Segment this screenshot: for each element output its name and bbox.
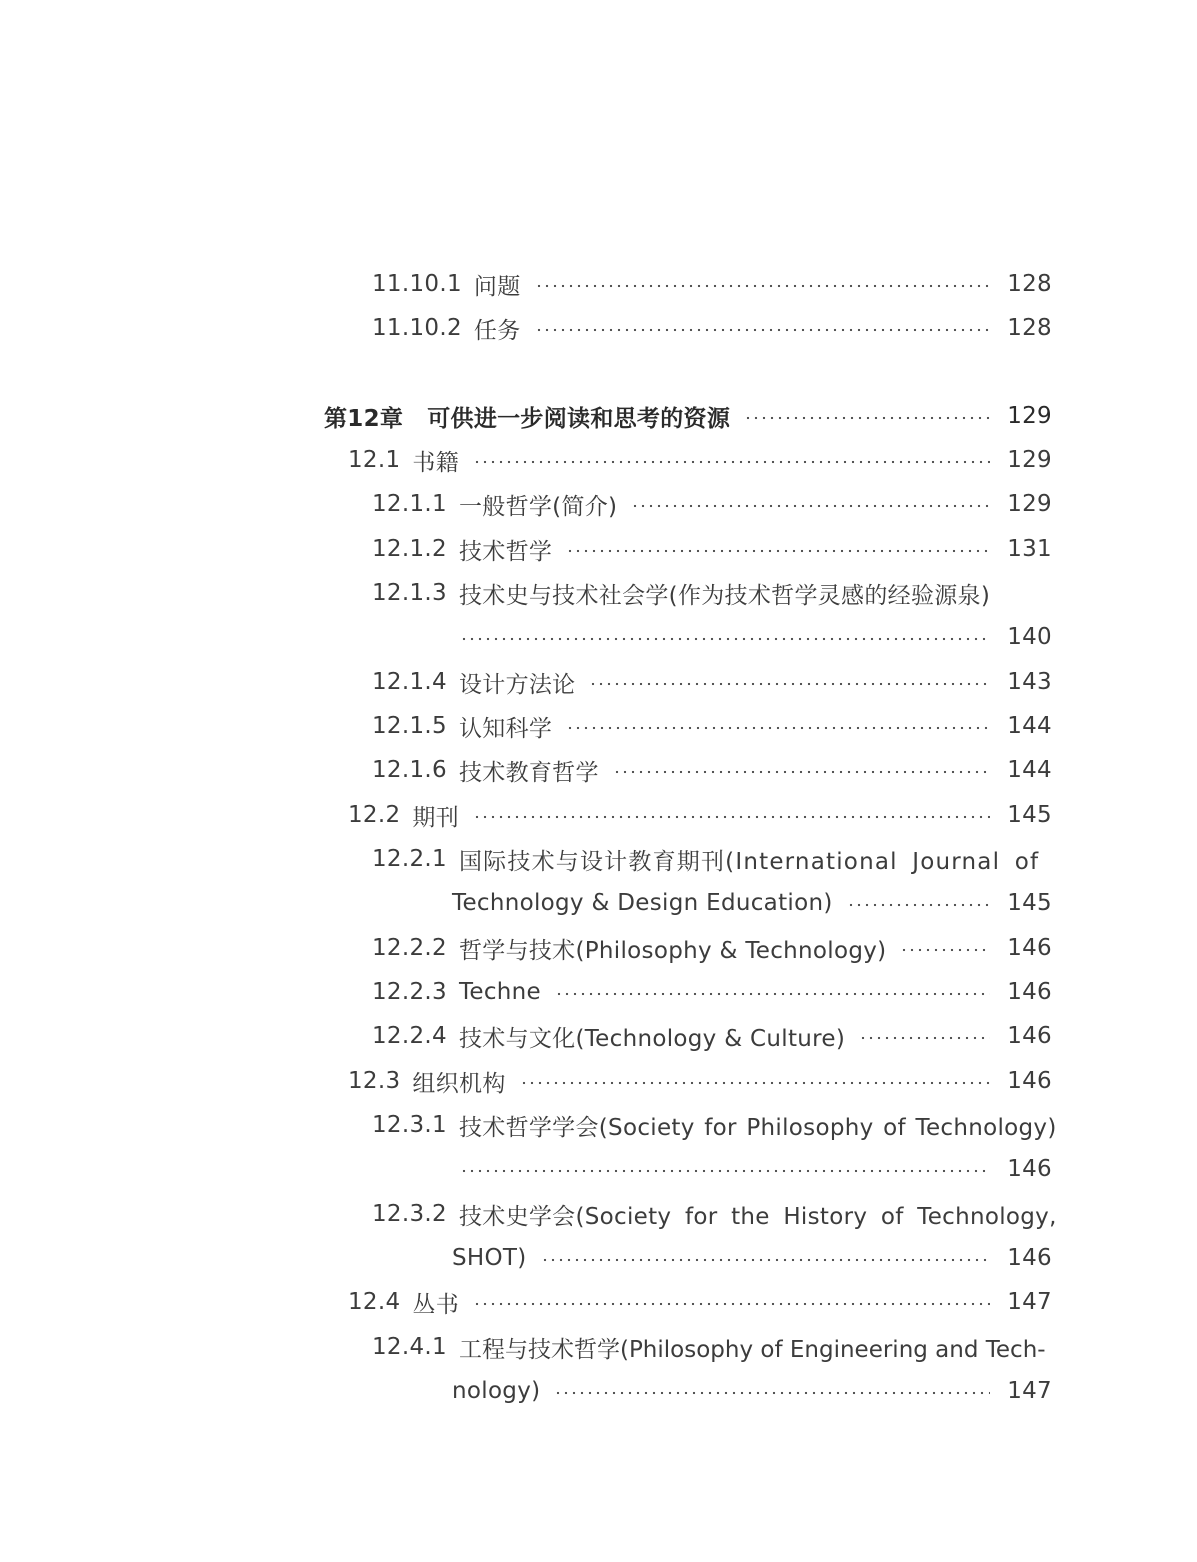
toc-entry-continuation bbox=[452, 1242, 1052, 1274]
leader-dots bbox=[744, 416, 990, 420]
entry-title: 技术史学会(Society for the History of Technology, bbox=[458, 1203, 1057, 1230]
entry-title-continuation: Technology & Design Education) bbox=[452, 890, 833, 916]
entry-title: 问题 bbox=[473, 273, 521, 300]
entry-number: 11.10.2 bbox=[372, 315, 462, 341]
entry-number: 12.3 bbox=[348, 1068, 401, 1094]
toc-entry bbox=[372, 488, 1052, 520]
leader-dots bbox=[631, 504, 990, 508]
entry-page: 146 bbox=[1007, 935, 1052, 961]
leader-dots bbox=[900, 948, 990, 952]
entry-page: 144 bbox=[1007, 713, 1052, 739]
leader-dots bbox=[566, 549, 990, 553]
entry-number: 12.1 bbox=[348, 447, 401, 473]
entry-title: 技术哲学学会(Society for Philosophy of Technology) bbox=[458, 1114, 1057, 1141]
toc-entry-continuation bbox=[452, 1375, 1052, 1407]
toc-entry bbox=[372, 312, 1052, 344]
toc-entry bbox=[372, 843, 1052, 875]
leader-dots bbox=[473, 815, 990, 819]
toc-section-entry bbox=[348, 444, 1052, 476]
toc-entry-continuation bbox=[452, 887, 1052, 919]
entry-title: 丛书 bbox=[412, 1291, 460, 1318]
toc-chapter-entry bbox=[324, 400, 1052, 432]
leader-dots bbox=[535, 284, 991, 288]
entry-title-continuation: nology) bbox=[452, 1378, 541, 1404]
entry-title: 设计方法论 bbox=[458, 671, 576, 698]
toc-entry bbox=[372, 533, 1052, 565]
entry-title: 书籍 bbox=[412, 449, 460, 476]
entry-page: 147 bbox=[1007, 1289, 1052, 1315]
leader-dots bbox=[847, 903, 990, 907]
entry-page: 143 bbox=[1007, 669, 1052, 695]
entry-number: 11.10.1 bbox=[372, 271, 462, 297]
entry-title: 期刊 bbox=[412, 804, 460, 831]
entry-title: 哲学与技术(Philosophy & Technology) bbox=[458, 937, 887, 964]
entry-page: 131 bbox=[1007, 536, 1052, 562]
entry-page: 147 bbox=[1007, 1378, 1052, 1404]
entry-number: 12.2.1 bbox=[372, 846, 447, 872]
entry-title: 一般哲学(简介) bbox=[458, 493, 618, 520]
entry-page: 128 bbox=[1007, 271, 1052, 297]
leader-dots bbox=[520, 1081, 990, 1085]
entry-number: 12.1.6 bbox=[372, 757, 447, 783]
leader-dots bbox=[554, 1391, 990, 1395]
leader-dots bbox=[589, 682, 990, 686]
entry-number: 12.1.3 bbox=[372, 580, 447, 606]
toc-entry bbox=[372, 976, 1052, 1008]
entry-page: 144 bbox=[1007, 757, 1052, 783]
entry-title: Techne bbox=[458, 979, 542, 1005]
entry-title-continuation: SHOT) bbox=[452, 1245, 527, 1271]
toc-entry bbox=[372, 932, 1052, 964]
entry-number: 12.1.2 bbox=[372, 536, 447, 562]
entry-title: 技术史与技术社会学(作为技术哲学灵感的经验源泉) bbox=[458, 582, 991, 609]
entry-title: 任务 bbox=[473, 317, 521, 344]
entry-number: 12.2.3 bbox=[372, 979, 447, 1005]
toc-section-entry bbox=[348, 799, 1052, 831]
entry-title: 国际技术与设计教育期刊(International Journal of bbox=[458, 848, 1040, 875]
entry-page: 146 bbox=[1007, 1156, 1052, 1182]
leader-dots bbox=[566, 726, 990, 730]
chapter-number: 第12章 bbox=[324, 405, 404, 432]
entry-page: 145 bbox=[1007, 802, 1052, 828]
entry-number: 12.1.4 bbox=[372, 669, 447, 695]
entry-number: 12.2.2 bbox=[372, 935, 447, 961]
toc-entry-continuation bbox=[452, 621, 1052, 653]
entry-number: 12.3.2 bbox=[372, 1201, 447, 1227]
entry-title: 组织机构 bbox=[412, 1070, 506, 1097]
leader-dots bbox=[555, 992, 990, 996]
leader-dots bbox=[541, 1258, 990, 1262]
entry-title: 技术与文化(Technology & Culture) bbox=[458, 1025, 846, 1052]
toc-entry-continuation bbox=[452, 1153, 1052, 1185]
entry-page: 146 bbox=[1007, 1245, 1052, 1271]
entry-number: 12.1.5 bbox=[372, 713, 447, 739]
toc-entry bbox=[372, 710, 1052, 742]
entry-page: 145 bbox=[1007, 890, 1052, 916]
leader-dots bbox=[535, 328, 991, 332]
entry-number: 12.2 bbox=[348, 802, 401, 828]
entry-number: 12.4 bbox=[348, 1289, 401, 1315]
toc-entry bbox=[372, 1331, 1052, 1363]
toc-entry bbox=[372, 1198, 1057, 1230]
toc-entry bbox=[372, 1109, 1057, 1141]
toc-entry bbox=[372, 1020, 1052, 1052]
entry-page: 129 bbox=[1007, 403, 1052, 429]
entry-title: 工程与技术哲学(Philosophy of Engineering and Tech- bbox=[458, 1336, 1046, 1363]
leader-dots bbox=[460, 637, 990, 641]
entry-page: 129 bbox=[1007, 447, 1052, 473]
entry-page: 146 bbox=[1007, 979, 1052, 1005]
leader-dots bbox=[473, 1302, 990, 1306]
entry-page: 140 bbox=[1007, 624, 1052, 650]
toc-section-entry bbox=[348, 1286, 1052, 1318]
entry-number: 12.4.1 bbox=[372, 1334, 447, 1360]
entry-number: 12.3.1 bbox=[372, 1112, 447, 1138]
leader-dots bbox=[460, 1169, 990, 1173]
leader-dots bbox=[473, 460, 990, 464]
entry-page: 129 bbox=[1007, 491, 1052, 517]
entry-number: 12.1.1 bbox=[372, 491, 447, 517]
chapter-title: 可供进一步阅读和思考的资源 bbox=[427, 405, 731, 432]
entry-page: 146 bbox=[1007, 1068, 1052, 1094]
toc-entry bbox=[372, 666, 1052, 698]
entry-title: 认知科学 bbox=[458, 715, 553, 742]
entry-number: 12.2.4 bbox=[372, 1023, 447, 1049]
entry-page: 146 bbox=[1007, 1023, 1052, 1049]
toc-section-entry bbox=[348, 1065, 1052, 1097]
entry-title: 技术哲学 bbox=[458, 538, 553, 565]
leader-dots bbox=[859, 1036, 990, 1040]
toc-entry bbox=[372, 268, 1052, 300]
toc-entry bbox=[372, 577, 1052, 609]
leader-dots bbox=[613, 770, 990, 774]
entry-title: 技术教育哲学 bbox=[458, 759, 599, 786]
entry-page: 128 bbox=[1007, 315, 1052, 341]
toc-entry bbox=[372, 754, 1052, 786]
